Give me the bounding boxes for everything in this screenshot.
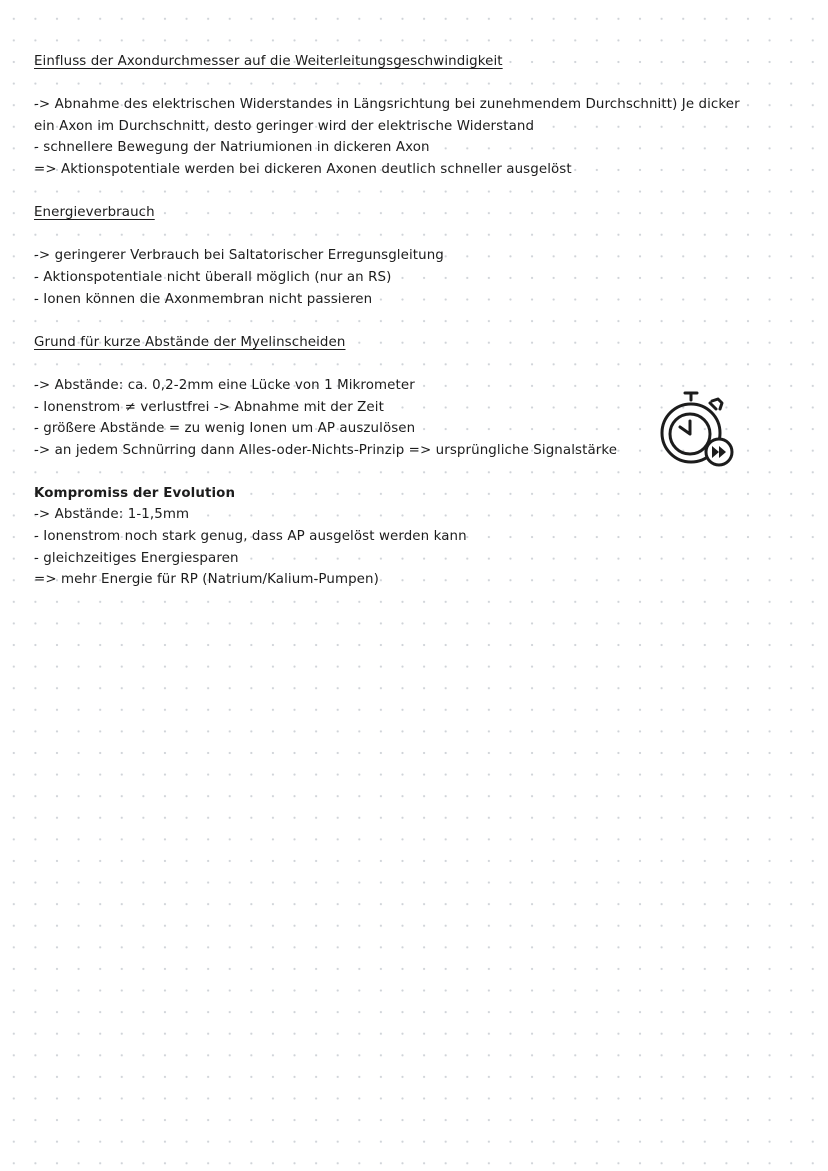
- section-heading: Energieverbrauch: [34, 205, 155, 221]
- text-line: - Ionenstrom noch stark genug, dass AP ausgelöst werden kann: [34, 529, 467, 545]
- text-line: -> Abstände: ca. 0,2-2mm eine Lücke von 1 Mikrometer: [34, 377, 415, 393]
- text-line: -> an jedem Schnürring dann Alles-oder-Nichts-Prinzip => ursprüngliche Signalstärke: [34, 442, 618, 458]
- stopwatch-fast-forward-icon: [657, 389, 737, 469]
- text-line: ein Axon im Durchschnitt, desto geringer wird der elektrische Widerstand: [34, 118, 535, 134]
- notes-page: [34, 51, 804, 591]
- text-line: => Aktionspotentiale werden bei dickeren Axonen deutlich schneller ausgelöst: [34, 161, 572, 177]
- text-line: - gleichzeitiges Energiesparen: [34, 550, 239, 566]
- section-evolution-compromise: [34, 483, 804, 591]
- section-energy-consumption: [34, 202, 804, 310]
- text-line: -> Abstände: 1-1,5mm: [34, 507, 190, 523]
- text-line: - Ionenstrom ≠ verlustfrei -> Abnahme mit der Zeit: [34, 399, 384, 415]
- text-line: - Ionen können die Axonmembran nicht passieren: [34, 291, 373, 307]
- section-heading: Kompromiss der Evolution: [34, 485, 236, 501]
- text-line: -> Abnahme des elektrischen Widerstandes in Längsrichtung bei zunehmendem Durchschnitt) Je dicker: [34, 97, 740, 113]
- text-line: - schnellere Bewegung der Natriumionen in dickeren Axon: [34, 140, 430, 156]
- section-heading: Grund für kurze Abstände der Myelinscheiden: [34, 334, 346, 350]
- section-axon-diameter: [34, 51, 804, 181]
- text-line: => mehr Energie für RP (Natrium/Kalium-Pumpen): [34, 572, 379, 588]
- section-heading: Einfluss der Axondurchmesser auf die Weiterleitungsgeschwindigkeit: [34, 54, 503, 69]
- text-line: -> geringerer Verbrauch bei Saltatorischer Erregunsgleitung: [34, 248, 444, 264]
- text-line: - größere Abstände = zu wenig Ionen um AP auszulösen: [34, 421, 416, 437]
- text-line: - Aktionspotentiale nicht überall möglich (nur an RS): [34, 269, 392, 285]
